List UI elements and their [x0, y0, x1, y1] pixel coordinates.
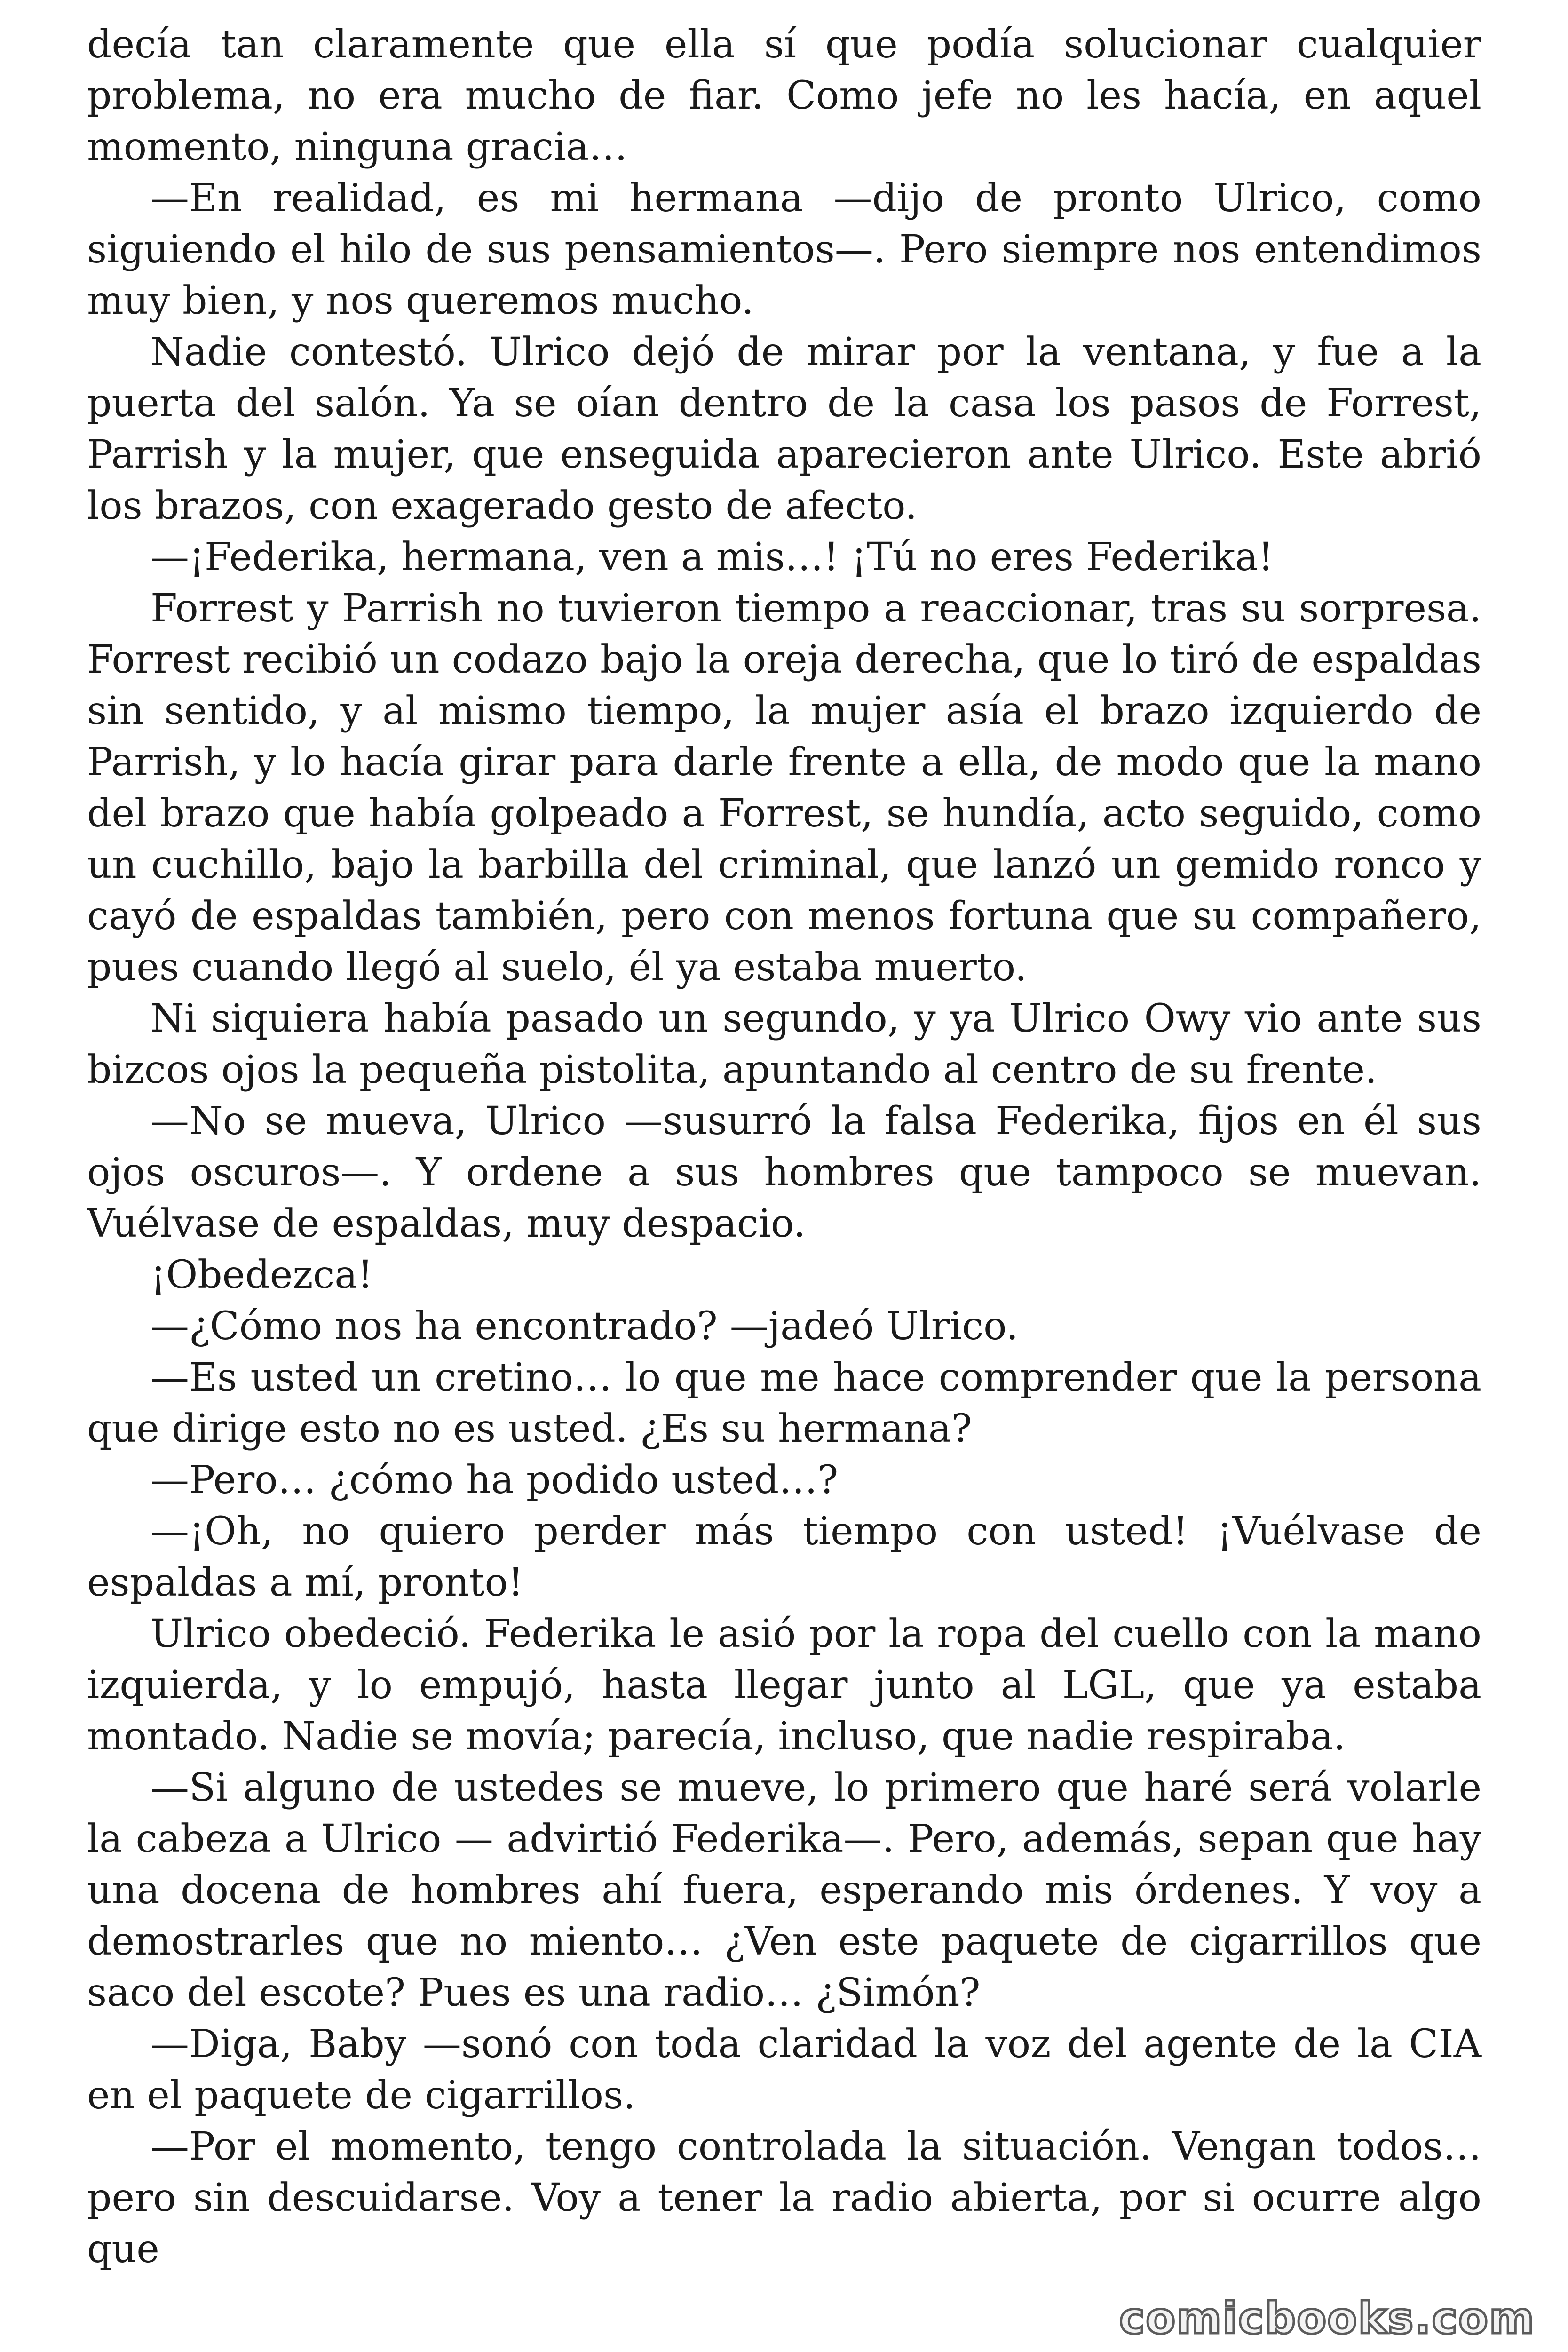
watermark-logo: comicbooks.com [1119, 2293, 1535, 2344]
paragraph-10: —Es usted un cretino… lo que me hace comprender que la persona que dirige esto no es usted. ¿Es su hermana? [87, 1355, 1481, 1451]
paragraph-11: —Pero… ¿cómo ha podido usted…? [150, 1458, 839, 1502]
paragraph-7: —No se mueva, Ulrico —susurró la falsa Federika, fijos en él sus ojos oscuros—. Y ordene a sus hombres que tampoco se muevan. Vuélvase de espaldas, muy despacio. [87, 1099, 1481, 1246]
paragraph-14: —Si alguno de ustedes se mueve, lo primero que haré será volarle la cabeza a Ulrico — advirtió Federika—. Pero, además, sepan que hay una docena de hombres ahí fuera, esperando mis órdenes. Y voy a demostrarles que no miento… ¿Ven este paquete de cigarrillos que saco del escote? Pues es una radio… ¿Simón? [87, 1765, 1481, 2015]
paragraph-8: ¡Obedezca! [150, 1253, 373, 1297]
paragraph-2: —En realidad, es mi hermana —dijo de pronto Ulrico, como siguiendo el hilo de sus pensamientos—. Pero siempre nos entendimos muy bien, y nos queremos mucho. [87, 176, 1481, 323]
paragraph-16: —Por el momento, tengo controlada la situación. Vengan todos… pero sin descuidarse. Voy a tener la radio abierta, por si ocurre algo que [87, 2124, 1481, 2272]
paragraph-5: Forrest y Parrish no tuvieron tiempo a reaccionar, tras su sorpresa. Forrest recibió un codazo bajo la oreja derecha, que lo tiró de espaldas sin sentido, y al mismo tiempo, la mujer asía el brazo izquierdo de Parrish, y lo hacía girar para darle frente a ella, de modo que la mano del brazo que había golpeado a Forrest, se hundía, acto seguido, como un cuchillo, bajo la barbilla del criminal, que lanzó un gemido ronco y cayó de espaldas también, pero con menos fortuna que su compañero, pues cuando llegó al suelo, él ya estaba muerto. [87, 586, 1481, 990]
paragraph-12: —¡Oh, no quiero perder más tiempo con usted! ¡Vuélvase de espaldas a mí, pronto! [87, 1509, 1481, 1605]
paragraph-3: Nadie contestó. Ulrico dejó de mirar por la ventana, y fue a la puerta del salón. Ya se oían dentro de la casa los pasos de Forrest, Parrish y la mujer, que enseguida aparecieron ante Ulrico. Este abrió los brazos, con exagerado gesto de afecto. [87, 330, 1481, 528]
paragraph-1: decía tan claramente que ella sí que podía solucionar cualquier problema, no era mucho de fiar. Como jefe no les hacía, en aquel momento, ninguna gracia… [87, 22, 1481, 169]
paragraph-9: —¿Cómo nos ha encontrado? —jadeó Ulrico. [150, 1304, 1019, 1349]
paragraph-15: —Diga, Baby —sonó con toda claridad la voz del agente de la CIA en el paquete de cigarrillos. [87, 2022, 1481, 2118]
paragraph-6: Ni siquiera había pasado un segundo, y ya Ulrico Owy vio ante sus bizcos ojos la pequeña pistolita, apuntando al centro de su frente. [87, 996, 1481, 1092]
book-page-text [87, 19, 1481, 2275]
paragraph-4: —¡Federika, hermana, ven a mis…! ¡Tú no eres Federika! [150, 535, 1274, 580]
paragraph-13: Ulrico obedeció. Federika le asió por la ropa del cuello con la mano izquierda, y lo empujó, hasta llegar junto al LGL, que ya estaba montado. Nadie se movía; parecía, incluso, que nadie respiraba. [87, 1612, 1481, 1759]
